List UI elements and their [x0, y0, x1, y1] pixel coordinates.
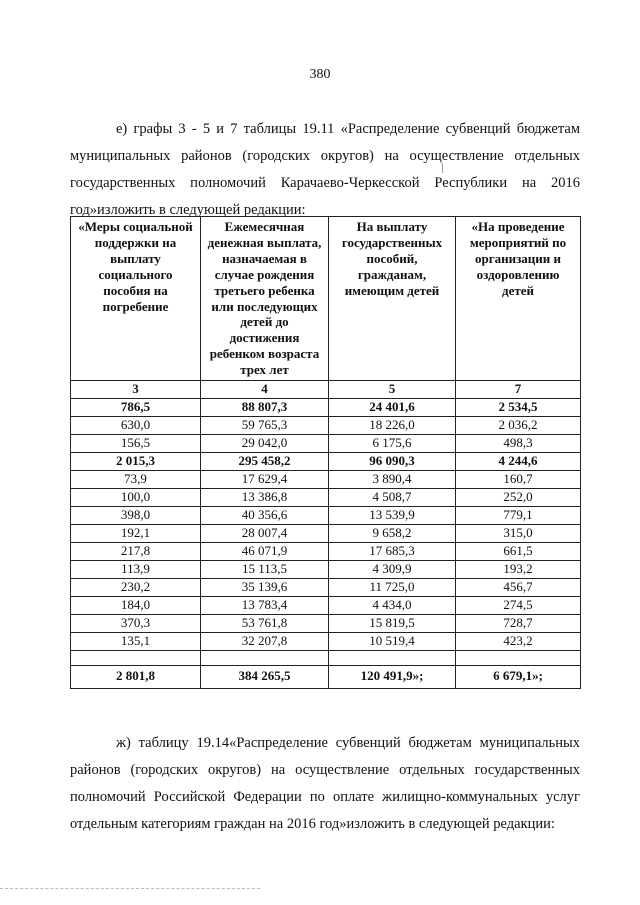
table-cell: 113,9 — [71, 561, 201, 579]
table-cell-empty — [71, 651, 201, 666]
table-cell: 18 226,0 — [329, 417, 456, 435]
table-row — [71, 633, 581, 651]
table-row — [71, 471, 581, 489]
table-cell-empty — [456, 651, 581, 666]
column-number: 4 — [201, 381, 329, 399]
table-cell: 4 309,9 — [329, 561, 456, 579]
header-state-benefits: На выплату государственных пособий, гражданам, имеющим детей — [329, 217, 456, 381]
table-cell: 13 783,4 — [201, 597, 329, 615]
table-cell: 252,0 — [456, 489, 581, 507]
table-cell-total: 2 801,8 — [71, 666, 201, 689]
table-cell: 35 139,6 — [201, 579, 329, 597]
paragraph-zh-line: отдельным категориям граждан на 2016 год»изложить в следующей редакции: — [70, 816, 555, 832]
table-cell: 661,5 — [456, 543, 581, 561]
table-row — [71, 507, 581, 525]
table-cell: 17 629,4 — [201, 471, 329, 489]
table-cell: 2 534,5 — [456, 399, 581, 417]
table-cell-total: 120 491,9»; — [329, 666, 456, 689]
column-number: 3 — [71, 381, 201, 399]
table-cell: 498,3 — [456, 435, 581, 453]
table-cell: 9 658,2 — [329, 525, 456, 543]
table-cell: 96 090,3 — [329, 453, 456, 471]
table-cell: 274,5 — [456, 597, 581, 615]
header-burial-allowance: «Меры социальной поддержки на выплату социального пособия на погребение — [71, 217, 201, 381]
paragraph-e-line: государственных полномочий Карачаево-Черкесской Республики на 2016 — [70, 175, 580, 191]
table-row — [71, 579, 581, 597]
table-row-subtotal — [71, 453, 581, 471]
table-cell: 40 356,6 — [201, 507, 329, 525]
table-cell: 17 685,3 — [329, 543, 456, 561]
table-cell: 59 765,3 — [201, 417, 329, 435]
table-cell: 53 761,8 — [201, 615, 329, 633]
table-cell: 3 890,4 — [329, 471, 456, 489]
table-cell: 13 539,9 — [329, 507, 456, 525]
table-cell: 230,2 — [71, 579, 201, 597]
table-cell: 370,3 — [71, 615, 201, 633]
table-cell: 217,8 — [71, 543, 201, 561]
table-cell: 24 401,6 — [329, 399, 456, 417]
table-cell-empty — [329, 651, 456, 666]
table-cell: 100,0 — [71, 489, 201, 507]
table-row-subtotal — [71, 399, 581, 417]
table-row — [71, 561, 581, 579]
paragraph-e-line: е) графы 3 - 5 и 7 таблицы 19.11 «Распределение субвенций бюджетам — [116, 121, 580, 137]
table-row — [71, 543, 581, 561]
paragraph-zh-line: полномочий Российской Федерации по оплате жилищно-коммунальных услуг — [70, 789, 580, 805]
table-header-row — [71, 217, 581, 381]
header-monthly-payment: Ежемесячная денежная выплата, назначаемая в случае рождения третьего ребенка или последующих детей до достижения ребенком возраста трех лет — [201, 217, 329, 381]
table-cell: 11 725,0 — [329, 579, 456, 597]
table-cell: 786,5 — [71, 399, 201, 417]
table-cell: 315,0 — [456, 525, 581, 543]
table-cell: 423,2 — [456, 633, 581, 651]
table-cell: 15 113,5 — [201, 561, 329, 579]
header-children-health: «На проведение мероприятий по организации и оздоровлению детей — [456, 217, 581, 381]
scan-edge-line — [0, 888, 260, 889]
table-row-empty — [71, 651, 581, 666]
table-row — [71, 489, 581, 507]
table-cell: 295 458,2 — [201, 453, 329, 471]
table-cell: 46 071,9 — [201, 543, 329, 561]
table-cell: 32 207,8 — [201, 633, 329, 651]
table-cell: 73,9 — [71, 471, 201, 489]
table-cell-empty — [201, 651, 329, 666]
table-cell: 2 036,2 — [456, 417, 581, 435]
table-cell: 4 244,6 — [456, 453, 581, 471]
column-number: 7 — [456, 381, 581, 399]
table-cell: 13 386,8 — [201, 489, 329, 507]
paragraph-e — [70, 116, 580, 224]
table-cell: 4 434,0 — [329, 597, 456, 615]
paragraph-zh-line: районов (городских округов) на осуществление отдельных государственных — [70, 762, 580, 778]
table-row — [71, 435, 581, 453]
table-cell-total: 6 679,1»; — [456, 666, 581, 689]
table-row — [71, 597, 581, 615]
table-row — [71, 525, 581, 543]
table-cell: 156,5 — [71, 435, 201, 453]
paragraph-zh-line: ж) таблицу 19.14«Распределение субвенций бюджетам муниципальных — [116, 735, 580, 751]
subvention-table — [70, 216, 581, 689]
table-cell: 15 819,5 — [329, 615, 456, 633]
table-cell: 10 519,4 — [329, 633, 456, 651]
table-cell: 193,2 — [456, 561, 581, 579]
table-row-total — [71, 666, 581, 689]
column-number: 5 — [329, 381, 456, 399]
table-cell: 88 807,3 — [201, 399, 329, 417]
table-cell: 456,7 — [456, 579, 581, 597]
column-number-row — [71, 381, 581, 399]
table-cell: 192,1 — [71, 525, 201, 543]
table-cell: 779,1 — [456, 507, 581, 525]
table-cell-total: 384 265,5 — [201, 666, 329, 689]
page-number: 380 — [309, 67, 331, 82]
paragraph-e-line: муниципальных районов (городских округов) на осуществление отдельных — [70, 148, 580, 164]
table-cell: 398,0 — [71, 507, 201, 525]
table-cell: 728,7 — [456, 615, 581, 633]
paragraph-zh — [70, 730, 580, 838]
paragraph-e-line: год»изложить в следующей редакции: — [70, 202, 306, 218]
table-cell: 135,1 — [71, 633, 201, 651]
table-cell: 160,7 — [456, 471, 581, 489]
table-cell: 2 015,3 — [71, 453, 201, 471]
table-cell: 4 508,7 — [329, 489, 456, 507]
table-cell: 630,0 — [71, 417, 201, 435]
table-row — [71, 615, 581, 633]
table-cell: 184,0 — [71, 597, 201, 615]
table-cell: 6 175,6 — [329, 435, 456, 453]
table-cell: 28 007,4 — [201, 525, 329, 543]
table-cell: 29 042,0 — [201, 435, 329, 453]
table-row — [71, 417, 581, 435]
